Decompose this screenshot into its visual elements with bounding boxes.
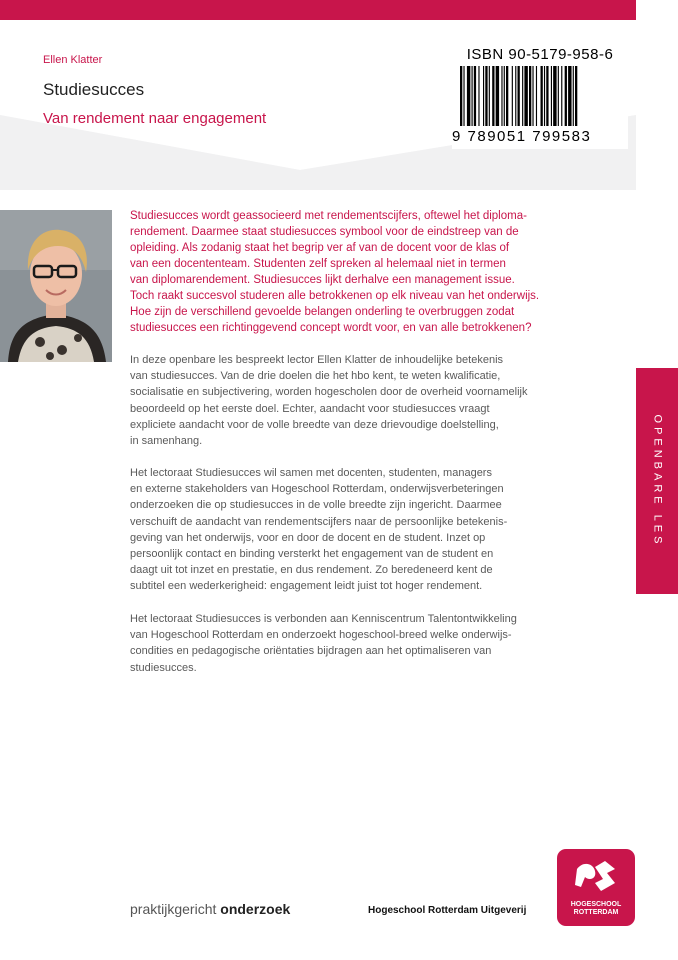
series-label <box>130 901 290 917</box>
barcode-bar <box>483 66 484 126</box>
ean-digits: 9 789051 799583 <box>452 128 592 145</box>
body-paragraph-1-line: socialisatie en subjectivering, worden hogescholen door de overheid voornamelijk <box>130 386 528 399</box>
body-paragraph-1-line: in samenhang. <box>130 435 203 448</box>
barcode-bar <box>524 66 527 126</box>
barcode-bar <box>489 66 490 126</box>
barcode-bar <box>546 66 548 126</box>
barcode-bar <box>478 66 479 126</box>
body-paragraph-3-line: van Hogeschool Rotterdam en onderzoekt hogeschool-breed welke onderwijs- <box>130 629 512 642</box>
barcode-bar <box>506 66 508 126</box>
body-paragraph-3-line: condities en pedagogische oriëntaties bijdragen aan het optimaliseren van <box>130 645 492 658</box>
body-paragraph-2-line: daagt uit tot inzet en prestatie, en dus rendement. Zo beredeneerd kent de <box>130 564 493 577</box>
barcode-bar <box>496 66 499 126</box>
barcode-bar <box>544 66 545 126</box>
author-name: Ellen Klatter <box>43 54 103 66</box>
publisher-name: Hogeschool Rotterdam Uitgeverij <box>368 905 527 916</box>
barcode-bar <box>573 66 574 126</box>
body-paragraph-2-line: subtitel een wederkerigheid: engagement leidt juist tot hoger rendement. <box>130 580 483 593</box>
body-paragraph-3 <box>130 611 560 676</box>
side-tab-label: OPENBARE LES <box>651 414 664 548</box>
barcode-bar <box>518 66 520 126</box>
barcode-bar <box>561 66 562 126</box>
top-color-band <box>0 0 636 20</box>
body-paragraph-1-line: van studiesucces. Van de drie doelen die het hbo kent, te weten kwalificatie, <box>130 370 501 383</box>
body-paragraph-1-line: expliciete aandacht voor de volle breedte van deze drievoudige doelstelling, <box>130 418 499 431</box>
body-paragraph-1 <box>130 352 560 449</box>
barcode-bar <box>541 66 543 126</box>
barcode-bar <box>551 66 552 126</box>
side-tab <box>636 368 678 594</box>
body-paragraph-2-line: Het lectoraat Studiesucces wil samen met docenten, studenten, managers <box>130 467 492 479</box>
intro-line: Hoe zijn de verschillend gevoelde belangen onderling te overbruggen zodat <box>130 306 515 318</box>
intro-line: studiesucces een richtinggevend concept wordt voor, en van alle betrokkenen? <box>130 322 532 334</box>
body-paragraph-2-line: geving van het onderwijs, voor en door de docent en de student. Inzet op <box>130 531 486 544</box>
isbn-barcode <box>452 44 628 149</box>
body-paragraph-3-line: Het lectoraat Studiesucces is verbonden aan Kenniscentrum Talentontwikkeling <box>130 613 517 625</box>
barcode-bar <box>504 66 505 126</box>
body-paragraph-2 <box>130 465 560 595</box>
barcode-bar <box>522 66 523 126</box>
barcode-bar <box>472 66 473 126</box>
intro-line: van diplomarendement. Studiesucces lijkt derhalve een management issue. <box>130 274 515 286</box>
body-paragraph-1-line: In deze openbare les bespreekt lector Ellen Klatter de inhoudelijke betekenis <box>130 354 504 366</box>
barcode-bar <box>485 66 487 126</box>
book-title: Studiesucces <box>43 80 145 99</box>
barcode-bar <box>515 66 516 126</box>
body-paragraph-2-line: persoonlijk contact en binding versterkt het engagement van de student en <box>130 548 494 561</box>
barcode-bar <box>492 66 494 126</box>
intro-paragraph <box>130 208 560 336</box>
intro-line: Toch raakt succesvol studeren alle betrokkenen op elk niveau van het onderwijs. <box>130 290 540 302</box>
barcode-bar <box>558 66 559 126</box>
barcode-bar <box>512 66 513 126</box>
barcode-bar <box>501 66 502 126</box>
body-paragraph-2-line: en externe stakeholders van Hogeschool Rotterdam, onderwijsverbeteringen <box>130 483 504 496</box>
barcode-bar <box>536 66 537 126</box>
logo-line-1: HOGESCHOOL <box>570 901 622 908</box>
isbn-label: ISBN 90-5179-958-6 <box>466 46 614 63</box>
series-bold: onderzoek <box>220 901 291 917</box>
intro-line: opleiding. Als zodanig staat het begrip ver af van de docent voor de klas of <box>130 242 510 254</box>
barcode-bar <box>568 66 571 126</box>
body-paragraph-3-line: studiesucces. <box>130 661 197 674</box>
barcode-bar <box>474 66 476 126</box>
logo-mark-icon <box>571 855 621 899</box>
intro-line: Studiesucces wordt geassocieerd met rendementscijfers, oftewel het diploma- <box>130 210 527 222</box>
barcode-bar <box>565 66 567 126</box>
barcode-bar <box>575 66 577 126</box>
hogeschool-rotterdam-logo <box>557 849 635 926</box>
logo-line-2: ROTTERDAM <box>573 909 619 916</box>
barcode-bar <box>460 66 462 126</box>
intro-line: rendement. Daarmee staat studiesucces symbool voor de eindstreep van de <box>130 226 519 238</box>
intro-line: van een docententeam. Studenten zelf spreken al helemaal niet in termen <box>130 258 506 270</box>
barcode-bar <box>463 66 464 126</box>
author-portrait-photo <box>0 210 112 362</box>
body-paragraph-1-line: beoordeeld op het eerste doel. Echter, aandacht voor studiesucces vraagt <box>130 402 490 415</box>
body-paragraph-2-line: onderzoeken die op studiesucces in de volle breedte zijn ingericht. Daarmee <box>130 499 502 512</box>
series-prefix: praktijkgericht <box>130 901 217 917</box>
barcode-bar <box>467 66 470 126</box>
book-subtitle: Van rendement naar engagement <box>43 110 267 127</box>
barcode-bar <box>532 66 533 126</box>
barcode-bars <box>460 66 622 130</box>
barcode-bar <box>553 66 556 126</box>
body-paragraph-2-line: verschuift de aandacht van rendementscijfers naar de persoonlijke betekenis- <box>130 515 508 528</box>
barcode-bar <box>529 66 531 126</box>
